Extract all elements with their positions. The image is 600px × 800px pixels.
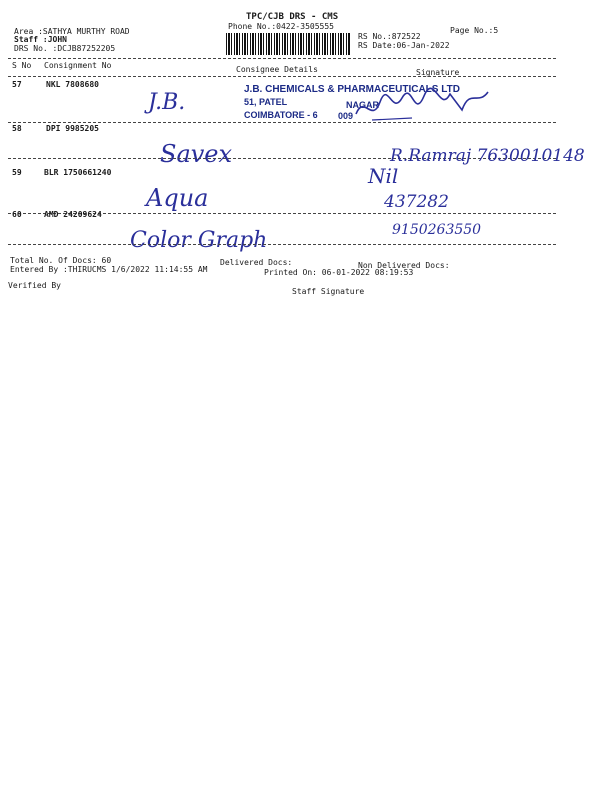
company-stamp-line1: J.B. CHEMICALS & PHARMACEUTICALS LTD xyxy=(244,84,460,95)
col-consignment: Consignment No xyxy=(44,61,112,70)
row-consignment: AMD 24209624 xyxy=(44,210,102,219)
col-consignee: Consignee Details xyxy=(236,65,318,74)
signature-scribble xyxy=(352,84,492,126)
company-stamp-line3b: 009 xyxy=(338,111,354,121)
handwritten-number: 437282 xyxy=(384,192,449,212)
company-stamp-line3: COIMBATORE - 6 xyxy=(244,110,318,120)
report-title: TPC/CJB DRS - CMS xyxy=(246,12,339,22)
page-number: Page No.:5 xyxy=(450,26,499,35)
row-sno: 57 xyxy=(12,80,22,89)
row-sno: 58 xyxy=(12,124,22,133)
printed-on: Printed On: 06-01-2022 08:19:53 xyxy=(264,268,414,277)
handwritten-consignee: J.B. xyxy=(148,90,186,115)
col-signature: Signature xyxy=(416,68,460,77)
area-label: Area :SATHYA MURTHY ROAD xyxy=(14,27,130,36)
row-sno: 59 xyxy=(12,168,22,177)
handwritten-consignee: Aqua xyxy=(146,184,209,212)
drs-number: DRS No. :DCJB87252205 xyxy=(14,44,116,53)
row-consignment: NKL 7808680 xyxy=(46,80,99,89)
rs-date: RS Date:06-Jan-2022 xyxy=(358,41,450,50)
handwritten-consignee: Color Graph xyxy=(130,228,268,253)
staff-label: Staff :JOHN xyxy=(14,35,67,44)
handwritten-phone: 9150263550 xyxy=(392,222,482,238)
col-sno: S No xyxy=(12,61,32,70)
barcode xyxy=(226,33,350,55)
entered-by: Entered By :THIRUCMS 1/6/2022 11:14:55 AM xyxy=(10,265,208,274)
staff-signature: Staff Signature xyxy=(292,287,365,296)
divider xyxy=(8,122,556,123)
rs-number: RS No.:872522 xyxy=(358,32,421,41)
handwritten-nil: Nil xyxy=(368,164,399,188)
row-consignment: BLR 1750661240 xyxy=(44,168,112,177)
divider xyxy=(8,244,556,245)
company-stamp-line2: 51, PATEL xyxy=(244,97,288,107)
delivered-docs: Delivered Docs: xyxy=(220,258,293,267)
phone-number: Phone No.:0422-3505555 xyxy=(228,22,334,31)
total-docs: Total No. Of Docs: 60 xyxy=(10,256,112,265)
divider xyxy=(8,76,556,77)
handwritten-consignee: Savex xyxy=(160,140,233,168)
divider xyxy=(8,58,556,59)
handwritten-receiver-name: R.Ramraj 7630010148 xyxy=(390,146,585,166)
row-sno: 60 xyxy=(12,210,22,219)
company-stamp-line2b: NAGAR xyxy=(346,100,379,110)
non-delivered-docs: Non Delivered Docs: xyxy=(358,261,450,270)
verified-by: Verified By xyxy=(8,281,61,290)
row-consignment: DPI 9985205 xyxy=(46,124,99,133)
